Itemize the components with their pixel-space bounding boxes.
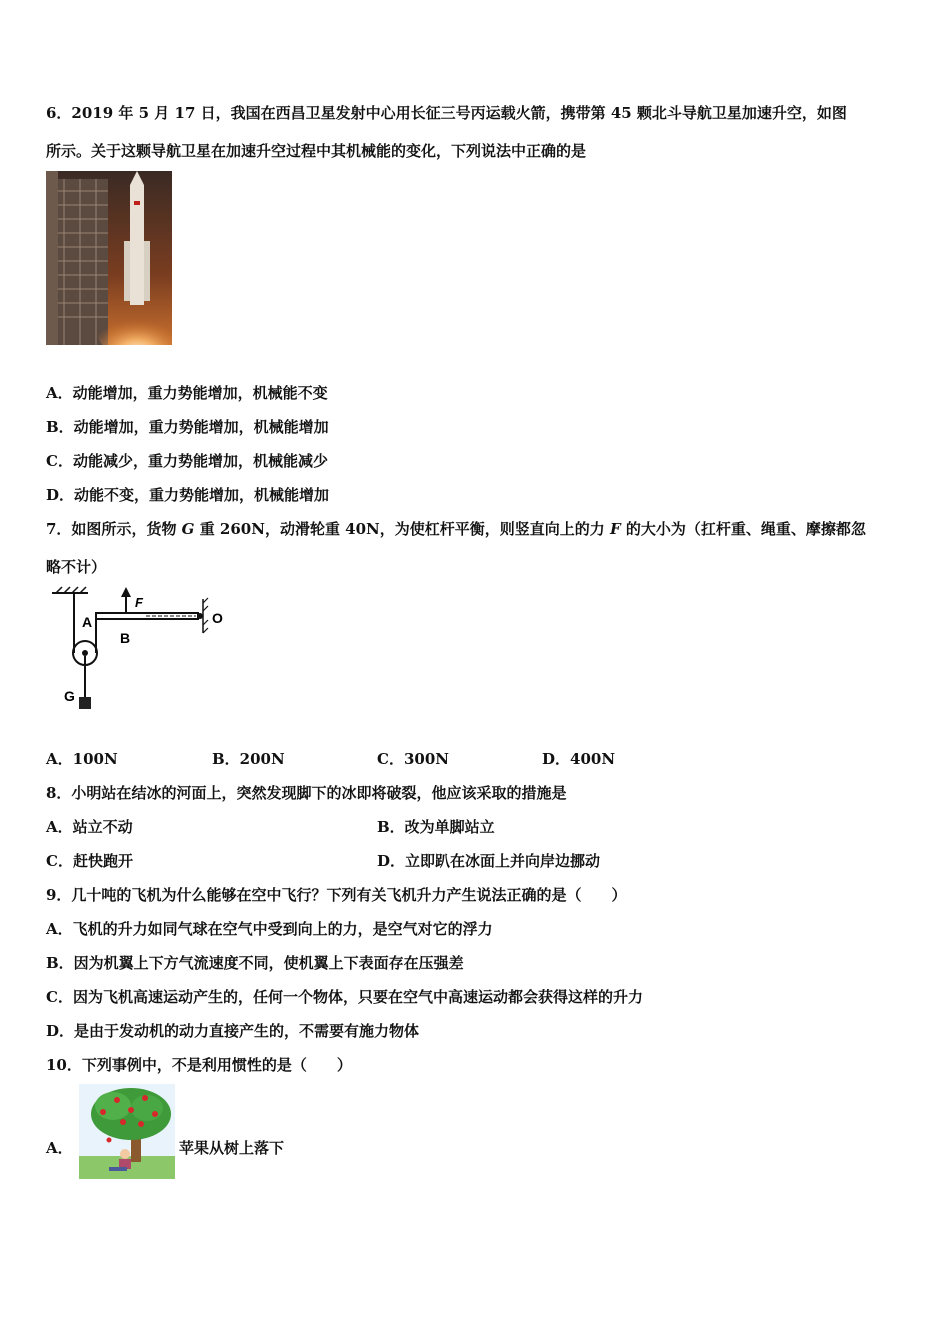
rocket-launch-image xyxy=(46,171,172,345)
diagram-label-b: B xyxy=(120,630,131,646)
q9-option-a[interactable]: A．飞机的升力如同气球在空气中受到向上的力，是空气对它的浮力 xyxy=(46,920,493,938)
diagram-label-g: G xyxy=(64,688,75,704)
q6-option-b[interactable]: B．动能增加，重力势能增加，机械能增加 xyxy=(46,418,329,436)
lever-pulley-diagram xyxy=(46,585,236,715)
q8-option-a[interactable]: A．站立不动 xyxy=(46,818,133,836)
q7-stem-line2: 略不计） xyxy=(46,558,107,576)
q7-option-c[interactable]: C．300N xyxy=(377,750,449,768)
q6-stem-line2: 所示。关于这颗导航卫星在加速升空过程中其机械能的变化，下列说法中正确的是 xyxy=(46,142,587,160)
q9-option-b[interactable]: B．因为机翼上下方气流速度不同，使机翼上下表面存在压强差 xyxy=(46,954,464,972)
q10-stem: 10．下列事例中，不是利用惯性的是（ ） xyxy=(46,1056,352,1074)
q8-stem: 8．小明站在结冰的河面上，突然发现脚下的冰即将破裂，他应该采取的措施是 xyxy=(46,784,567,802)
q6-option-d[interactable]: D．动能不变，重力势能增加，机械能增加 xyxy=(46,486,330,504)
q8-option-b[interactable]: B．改为单脚站立 xyxy=(377,818,495,836)
diagram-label-a: A xyxy=(82,614,93,630)
q9-option-c[interactable]: C．因为飞机高速运动产生的，任何一个物体，只要在空气中高速运动都会获得这样的升力 xyxy=(46,988,643,1006)
q10-option-a-text[interactable]: 苹果从树上落下 xyxy=(179,1139,285,1157)
q10-option-a-letter[interactable]: A． xyxy=(46,1139,73,1157)
q7-stem-line1: 7．如图所示，货物 G 重 260N，动滑轮重 40N，为使杠杆平衡，则竖直向上的力 F 的大小为（扛杆重、绳重、摩擦都忽 xyxy=(46,520,866,538)
q7-option-a[interactable]: A．100N xyxy=(46,750,118,768)
diagram-label-f: F xyxy=(135,595,143,610)
q8-option-d[interactable]: D．立即趴在冰面上并向岸边挪动 xyxy=(377,852,601,870)
apple-tree-image xyxy=(79,1084,175,1179)
q7-option-d[interactable]: D．400N xyxy=(542,750,616,768)
q8-option-c[interactable]: C．赶快跑开 xyxy=(46,852,133,870)
q6-stem-line1: 6．2019 年 5 月 17 日，我国在西昌卫星发射中心用长征三号丙运载火箭，携带第 45 颗北斗导航卫星加速升空，如图 xyxy=(46,104,847,122)
q9-option-d[interactable]: D．是由于发动机的动力直接产生的，不需要有施力物体 xyxy=(46,1022,420,1040)
q6-option-c[interactable]: C．动能减少，重力势能增加，机械能减少 xyxy=(46,452,328,470)
q6-option-a[interactable]: A．动能增加，重力势能增加，机械能不变 xyxy=(46,384,328,402)
diagram-label-o: O xyxy=(212,610,223,626)
q7-option-b[interactable]: B．200N xyxy=(212,750,285,768)
q9-stem: 9．几十吨的飞机为什么能够在空中飞行？下列有关飞机升力产生说法正确的是（ ） xyxy=(46,886,627,904)
